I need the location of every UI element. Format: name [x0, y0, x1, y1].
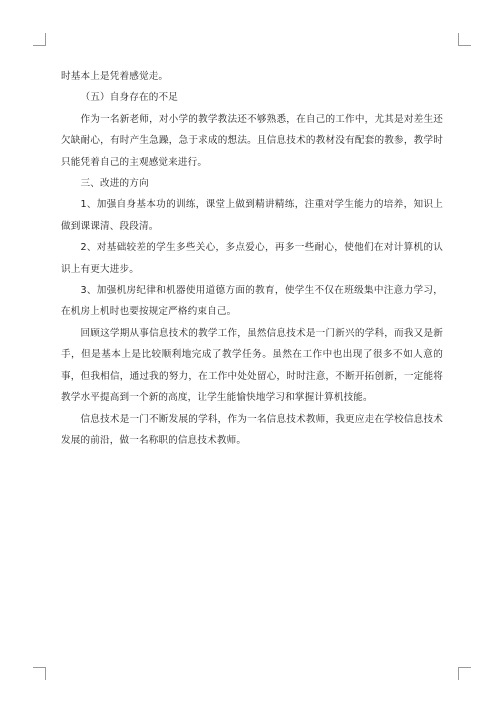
paragraph-review: 回顾这学期从事信息技术的教学工作，虽然信息技术是一门新兴的学科，而我又是新手，但是基本上是比较顺利地完成了教学任务。虽然在工作中也出现了很多不如人意的事，但我相信，通过我的努力，在工作中处处留心，时时注意，不断开拓创新，一定能将教学水平提高到一个新的高度，让学生能愉快地学习和掌握计算机技能。 [61, 327, 443, 404]
improvement-item-1: 1、加强自身基本功的训练，课堂上做到精讲精练，注重对学生能力的培养，知识上做到课课清、段段清。 [61, 199, 443, 232]
improvement-item-3: 3、加强机房纪律和机器使用道德方面的教育，使学生不仅在班级集中注意力学习，在机房上机时也要按规定严格约束自己。 [61, 285, 443, 318]
section-heading-improvements: 三、改进的方向 [80, 178, 149, 190]
document-body [61, 66, 443, 451]
paragraph-shortcomings: 作为一名新老师，对小学的教学教法还不够熟悉，在自己的工作中，尤其是对差生还欠缺耐心，有时产生急躁，急于求成的想法。且信息技术的教材没有配套的教参，教学时只能凭着自己的主观感觉来进行。 [61, 113, 443, 168]
section-heading-shortcomings: （五）自身存在的不足 [80, 92, 178, 104]
paragraph-continuation: 时基本上是凭着感觉走。 [61, 71, 169, 82]
page-corner-mark-top-left [33, 33, 46, 46]
page-corner-mark-bottom-left [33, 667, 46, 680]
page-corner-mark-bottom-right [458, 667, 471, 680]
paragraph-conclusion: 信息技术是一门不断发展的学科，作为一名信息技术教师，我更应走在学校信息技术发展的前沿，做一名称职的信息技术教师。 [61, 413, 443, 446]
improvement-item-2: 2、对基础较差的学生多些关心，多点爱心，再多一些耐心，使他们在对计算机的认识上有更大进步。 [61, 242, 443, 275]
page-corner-mark-top-right [458, 33, 471, 46]
